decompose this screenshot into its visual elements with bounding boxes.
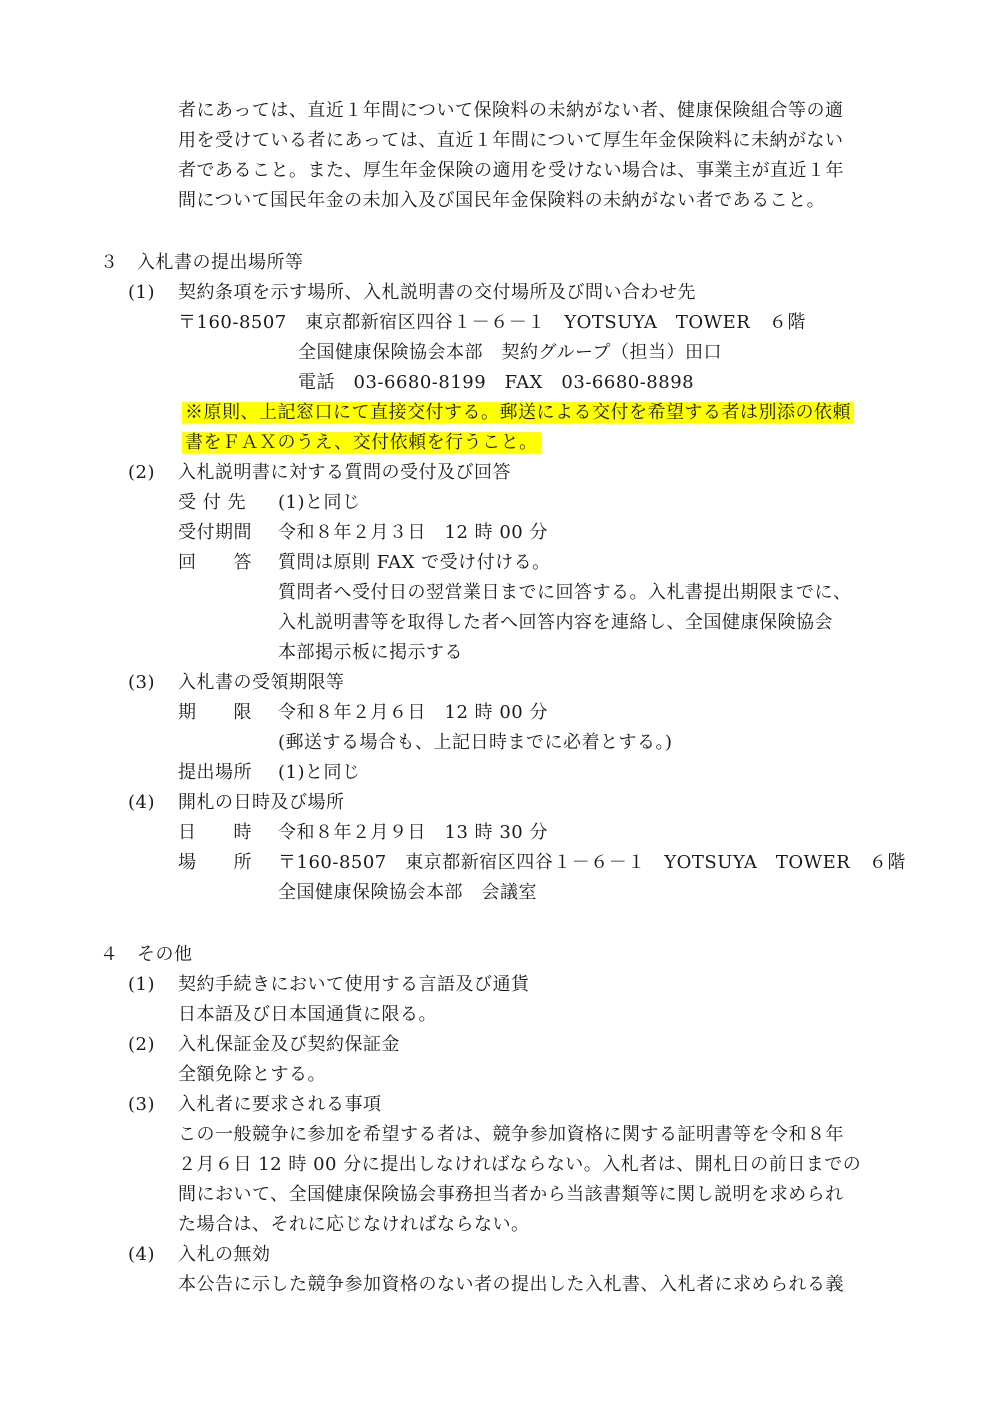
note-line: 書をＦＡＸのうえ、交付依頼を行うこと。 (182, 432, 541, 453)
row-label: 日 時 (178, 822, 252, 843)
row-value-cont: 全国健康保険協会本部 会議室 (278, 882, 537, 903)
item-title: 入札保証金及び契約保証金 (178, 1034, 400, 1055)
item-number: (2) (128, 1034, 155, 1055)
item-body-line: ２月６日 12 時 00 分に提出しなければならない。入札者は、開札日の前日までの (178, 1154, 862, 1175)
row-value: 質問は原則 FAX で受け付ける。 (278, 552, 551, 573)
row-label: 受 付 先 (178, 492, 246, 513)
item-number: (4) (128, 1244, 155, 1265)
section-heading: ４ その他 (100, 944, 193, 965)
address-line: 〒160-8507 東京都新宿区四谷１－６－１ YOTSUYA TOWER ６階 (178, 312, 806, 333)
item-title: 入札説明書に対する質問の受付及び回答 (178, 462, 511, 483)
row-value: 令和８年２月６日 12 時 00 分 (278, 702, 548, 723)
item-title: 契約条項を示す場所、入札説明書の交付場所及び問い合わせ先 (178, 282, 696, 303)
row-label: 場 所 (178, 852, 252, 873)
item-body: 日本語及び日本国通貨に限る。 (178, 1004, 437, 1025)
body-text-line: 用を受けている者にあっては、直近１年間について厚生年金保険料に未納がない (178, 130, 844, 151)
row-value: 〒160-8507 東京都新宿区四谷１－６－１ YOTSUYA TOWER ６階 (278, 852, 906, 873)
body-text-line: 間について国民年金の未加入及び国民年金保険料の未納がない者であること。 (178, 190, 826, 211)
item-body: 本公告に示した競争参加資格のない者の提出した入札書、入札者に求められる義 (178, 1274, 844, 1295)
item-title: 契約手続きにおいて使用する言語及び通貨 (178, 974, 530, 995)
section-heading: ３ 入札書の提出場所等 (100, 252, 304, 273)
row-value-cont: 質問者へ受付日の翌営業日までに回答する。入札書提出期限までに、 (278, 582, 852, 603)
item-title: 入札の無効 (178, 1244, 271, 1265)
item-body-line: この一般競争に参加を希望する者は、競争参加資格に関する証明書等を令和８年 (178, 1124, 844, 1145)
row-value-cont: 入札説明書等を取得した者へ回答内容を連絡し、全国健康保険協会 (278, 612, 833, 633)
item-number: (1) (128, 974, 155, 995)
item-number: (4) (128, 792, 155, 813)
highlighted-note (182, 400, 854, 426)
body-text-line: 者であること。また、厚生年金保険の適用を受けない場合は、事業主が直近１年 (178, 160, 844, 181)
row-value-note: (郵送する場合も、上記日時までに必着とする。) (278, 732, 673, 753)
row-label: 受付期間 (178, 522, 252, 543)
contact-org: 全国健康保険協会本部 契約グループ（担当）田口 (298, 342, 723, 363)
item-title: 開札の日時及び場所 (178, 792, 345, 813)
row-value: (1)と同じ (278, 492, 361, 513)
item-number: (3) (128, 1094, 155, 1115)
item-body-line: た場合は、それに応じなければならない。 (178, 1214, 530, 1235)
row-value-cont: 本部掲示板に掲示する (278, 642, 463, 663)
body-text-line: 者にあっては、直近１年間について保険料の未納がない者、健康保険組合等の適 (178, 100, 844, 121)
item-body-line: 間において、全国健康保険協会事務担当者から当該書類等に関し説明を求められ (178, 1184, 844, 1205)
highlighted-note (182, 430, 541, 456)
contact-phone: 電話 03-6680-8199 FAX 03-6680-8898 (298, 372, 695, 393)
item-body: 全額免除とする。 (178, 1064, 326, 1085)
row-label: 回 答 (178, 552, 252, 573)
item-number: (3) (128, 672, 155, 693)
row-value: (1)と同じ (278, 762, 361, 783)
item-title: 入札者に要求される事項 (178, 1094, 382, 1115)
row-value: 令和８年２月９日 13 時 30 分 (278, 822, 548, 843)
item-number: (2) (128, 462, 155, 483)
item-title: 入札書の受領期限等 (178, 672, 345, 693)
row-label: 期 限 (178, 702, 252, 723)
row-value: 令和８年２月３日 12 時 00 分 (278, 522, 548, 543)
item-number: (1) (128, 282, 155, 303)
row-label: 提出場所 (178, 762, 252, 783)
note-line: ※原則、上記窓口にて直接交付する。郵送による交付を希望する者は別添の依頼 (182, 402, 854, 423)
